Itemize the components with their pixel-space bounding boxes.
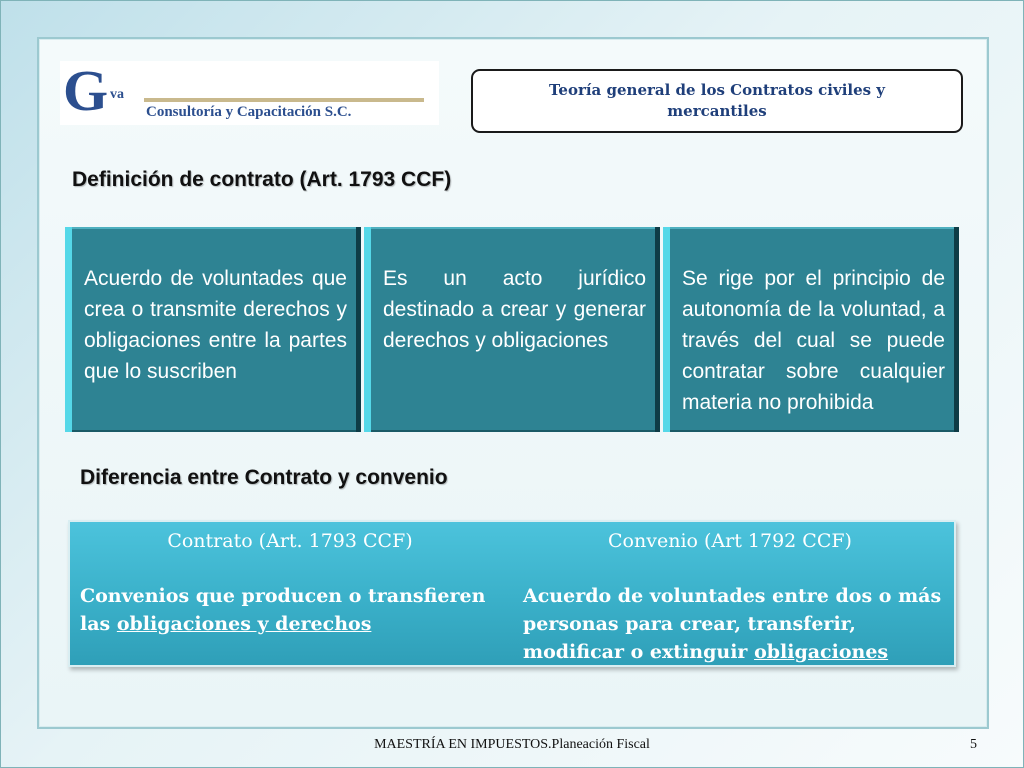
slide-title: Teoría general de los Contratos civiles y mercantiles <box>548 81 886 120</box>
footer-text: MAESTRÍA EN IMPUESTOS.Planeación Fiscal <box>374 737 650 752</box>
contrato-header: Contrato (Art. 1793 CCF) <box>167 530 413 552</box>
comparison-table <box>68 520 956 667</box>
definition-card-2 <box>364 227 660 432</box>
slide-title-box <box>471 69 963 133</box>
definition-card-text: Se rige por el principio de autonomía de la voluntad, a través del cual se puede contratar sobre cualquier materia no prohibida <box>682 267 945 414</box>
contrato-underlined-term: obligaciones y derechos <box>116 613 372 635</box>
definition-card-3 <box>663 227 959 432</box>
page-number: 5 <box>970 737 977 752</box>
logo-mark-letter: G <box>63 58 109 123</box>
logo-divider <box>144 98 424 102</box>
logo-company-name: Consultoría y Capacitación S.C. <box>146 104 352 120</box>
convenio-header: Convenio (Art 1792 CCF) <box>608 530 852 552</box>
definition-card-text: Acuerdo de voluntades que crea o transmite derechos y obligaciones entre la partes que lo suscriben <box>84 267 347 383</box>
definition-card-1 <box>65 227 361 432</box>
convenio-definition <box>523 582 953 666</box>
convenio-definition-text: Acuerdo de voluntades entre dos o más personas para crear, transferir, modificar o extinguir <box>523 585 942 663</box>
definition-card-text: Es un acto jurídico destinado a crear y generar derechos y obligaciones <box>383 267 646 352</box>
section-heading-diferencia: Diferencia entre Contrato y convenio <box>80 466 448 489</box>
logo-mark-sub: va <box>110 87 124 102</box>
convenio-underlined-term: obligaciones <box>754 641 889 663</box>
contrato-definition-text: Convenios que producen o transfieren las <box>80 585 486 635</box>
contrato-definition <box>80 582 500 638</box>
section-heading-definicion: Definición de contrato (Art. 1793 CCF) <box>72 168 452 191</box>
company-logo <box>60 58 439 125</box>
